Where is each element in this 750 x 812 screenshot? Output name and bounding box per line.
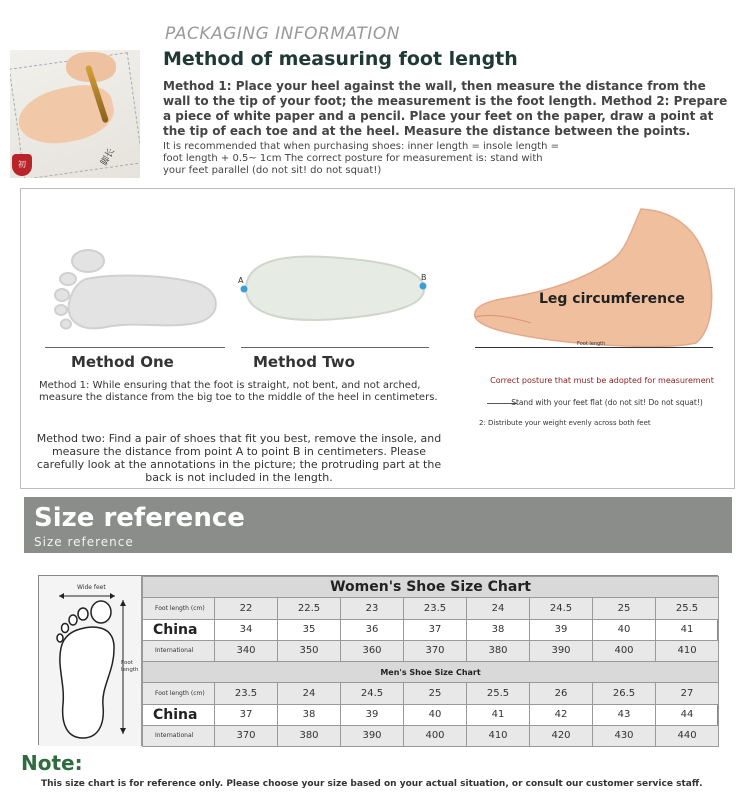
table-cell: 39	[530, 619, 593, 640]
row-label: Foot length (cm)	[143, 683, 215, 704]
table-row	[143, 704, 719, 725]
method-one-label: Method One	[71, 353, 174, 371]
correct-posture-heading: Correct posture that must be adopted for measurement	[490, 376, 714, 385]
note-text: This size chart is for reference only. Please choose your size based on your actual situation, or consult our customer service staff.	[41, 779, 703, 789]
row-label: International	[143, 640, 215, 661]
table-cell: 370	[215, 725, 278, 746]
foot-measuring-photo	[10, 50, 140, 178]
table-cell: 400	[404, 725, 467, 746]
table-cell: 380	[467, 640, 530, 661]
method-one-line	[45, 347, 225, 348]
table-row	[143, 683, 719, 704]
table-cell: 22.5	[278, 598, 341, 619]
table-cell: 390	[341, 725, 404, 746]
table-cell: 340	[215, 640, 278, 661]
distribute-text: 2: Distribute your weight evenly across both feet	[479, 419, 651, 427]
table-cell: 40	[404, 704, 467, 725]
table-row	[143, 598, 719, 619]
banner-subtitle: Size reference	[34, 535, 134, 549]
recommendation-text	[163, 141, 613, 177]
leg-circumference-label: Leg circumference	[539, 291, 685, 307]
table-cell: 40	[593, 619, 656, 640]
table-cell: 370	[404, 640, 467, 661]
table-cell: 36	[341, 619, 404, 640]
size-chart	[38, 575, 718, 745]
table-cell: 41	[467, 704, 530, 725]
photo-label: 脚长	[99, 146, 118, 168]
men-chart-title: Men's Shoe Size Chart	[143, 662, 719, 683]
table-cell: 25	[593, 598, 656, 619]
table-cell: 410	[656, 640, 719, 661]
packaging-heading: PACKAGING INFORMATION	[165, 24, 400, 44]
table-cell: 34	[215, 619, 278, 640]
row-label: Foot length (cm)	[143, 598, 215, 619]
banner-title: Size reference	[34, 503, 245, 533]
table-cell: 26	[530, 683, 593, 704]
table-cell: 41	[656, 619, 719, 640]
foot-length-label: Foot length	[121, 660, 139, 673]
table-cell: 44	[656, 704, 719, 725]
table-cell: 440	[656, 725, 719, 746]
table-row	[143, 619, 719, 640]
table-cell: 380	[278, 725, 341, 746]
size-reference-banner	[24, 497, 732, 553]
table-cell: 25.5	[656, 598, 719, 619]
page-title: Method of measuring foot length	[163, 48, 518, 70]
method-two-line	[241, 347, 429, 348]
table-cell: 27	[656, 683, 719, 704]
row-label: China	[143, 704, 215, 725]
table-cell: 23.5	[404, 598, 467, 619]
size-table	[142, 576, 719, 747]
method-one-description: Method 1: While ensuring that the foot is straight, not bent, and not arched, measure the distance from the big toe to the middle of the heel in centimeters.	[39, 380, 438, 403]
recommend-line-2: foot length + 0.5~ 1cm The correct posture for measurement is: stand with	[163, 153, 543, 164]
foot-length-small-label: Foot length	[577, 341, 606, 347]
table-cell: 25	[404, 683, 467, 704]
table-cell: 26.5	[593, 683, 656, 704]
table-cell: 39	[341, 704, 404, 725]
table-cell: 24.5	[341, 683, 404, 704]
table-cell: 23	[341, 598, 404, 619]
row-label: International	[143, 725, 215, 746]
table-cell: 420	[530, 725, 593, 746]
wide-feet-label: Wide feet	[77, 584, 106, 591]
method-two-label: Method Two	[253, 353, 355, 371]
recommend-line-3: your feet parallel (do not sit! do not squat!)	[163, 165, 382, 176]
table-row	[143, 640, 719, 661]
table-cell: 390	[530, 640, 593, 661]
method-paragraph: Method 1: Place your heel against the wall, then measure the distance from the wall to the tip of your foot; the measurement is the foot length. Method 2: Prepare a piece of white paper and a pencil. Place your feet on the paper, draw a point at the tip of each toe and at the heel. Measure the distance between the points.	[163, 79, 728, 138]
women-chart-title: Women's Shoe Size Chart	[143, 577, 719, 598]
table-cell: 25.5	[467, 683, 530, 704]
recommend-line-1: It is recommended that when purchasing shoes: inner length = insole length =	[163, 141, 560, 152]
brand-badge: 初	[12, 154, 32, 176]
table-cell: 24	[467, 598, 530, 619]
method-two-description: Method two: Find a pair of shoes that fit you best, remove the insole, and measure the distance from point A to point B in centimeters. Please carefully look at the annotations in the picture; the protruding part at the back is not included in the length.	[36, 432, 442, 484]
foot-length-line	[475, 347, 713, 348]
foot-diagram	[39, 576, 142, 746]
table-cell: 430	[593, 725, 656, 746]
table-cell: 37	[404, 619, 467, 640]
table-cell: 42	[530, 704, 593, 725]
footprint-icon	[46, 247, 226, 337]
table-cell: 350	[278, 640, 341, 661]
table-cell: 38	[278, 704, 341, 725]
table-cell: 410	[467, 725, 530, 746]
methods-panel	[20, 188, 735, 489]
table-row	[143, 725, 719, 746]
table-cell: 22	[215, 598, 278, 619]
note-title: Note:	[21, 751, 83, 775]
foot-side-icon	[471, 201, 721, 351]
table-cell: 400	[593, 640, 656, 661]
table-cell: 37	[215, 704, 278, 725]
table-cell: 23.5	[215, 683, 278, 704]
insole-icon	[236, 249, 431, 329]
table-cell: 35	[278, 619, 341, 640]
table-cell: 360	[341, 640, 404, 661]
table-cell: 24.5	[530, 598, 593, 619]
row-label: China	[143, 619, 215, 640]
point-b-label: B	[421, 273, 427, 282]
table-cell: 43	[593, 704, 656, 725]
table-cell: 38	[467, 619, 530, 640]
stand-text: Stand with your feet flat (do not sit! Do not squat!)	[511, 398, 703, 407]
table-cell: 24	[278, 683, 341, 704]
point-a-label: A	[238, 276, 244, 285]
